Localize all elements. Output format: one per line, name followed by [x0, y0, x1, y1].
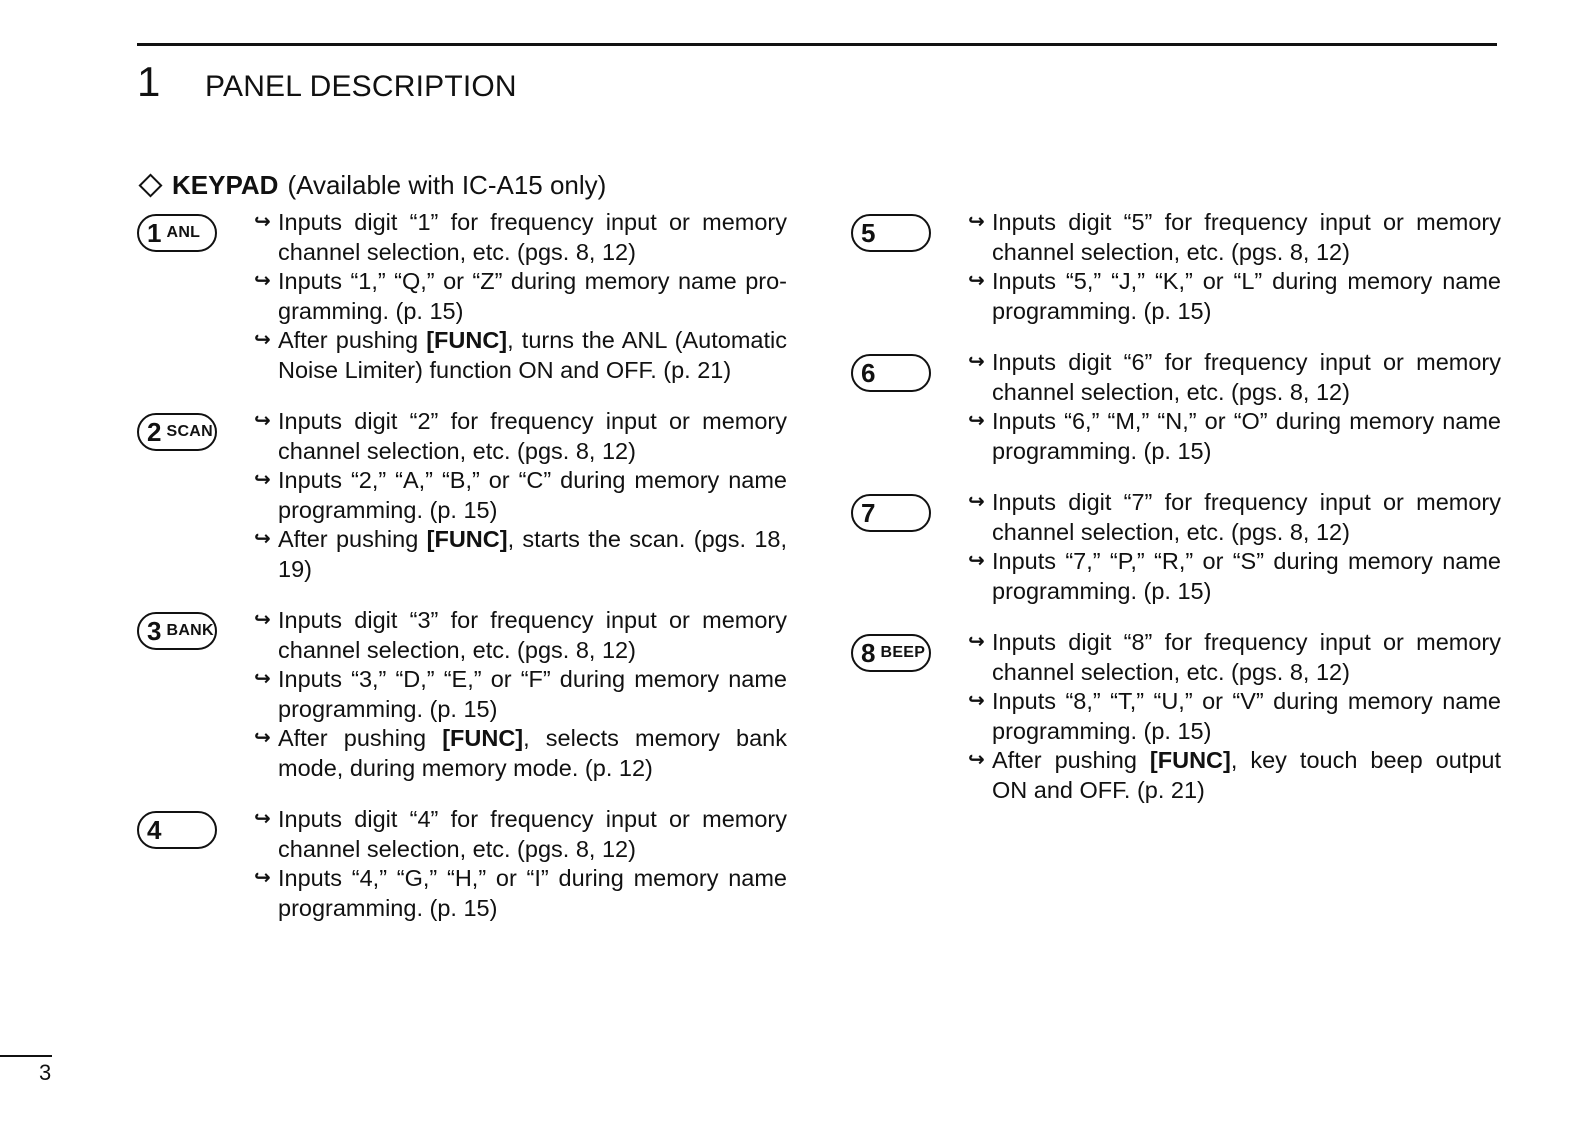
hook-arrow-icon: ↪	[254, 211, 271, 233]
func-key-label: [FUNC]	[426, 526, 508, 552]
page-number: 3	[39, 1060, 52, 1085]
item-text: Inputs “5,” “J,” “K,” or “L” during memory name programming. (p. 15)	[992, 268, 1501, 324]
key-digit: 8	[861, 638, 876, 668]
hook-arrow-icon: ↪	[254, 329, 271, 351]
func-key-label: [FUNC]	[1149, 747, 1231, 773]
right-column	[851, 208, 1501, 805]
hook-arrow-icon: ↪	[254, 727, 271, 749]
description-item	[254, 525, 787, 584]
item-text-post: , selects memory bank mode, during memory mode. (p. 12)	[278, 725, 787, 781]
item-text: Inputs “7,” “P,” “R,” or “S” during memory name programming. (p. 15)	[992, 548, 1501, 604]
hook-arrow-icon: ↪	[968, 749, 985, 771]
func-key-label: [FUNC]	[426, 327, 508, 353]
item-text-pre: After pushing	[278, 526, 427, 552]
top-rule	[137, 43, 1497, 46]
item-text: Inputs “1,” “Q,” or “Z” during memory name pro-gramming. (p. 15)	[278, 268, 787, 324]
key-entry	[137, 805, 787, 923]
hook-arrow-icon: ↪	[968, 550, 985, 572]
hook-arrow-icon: ↪	[968, 631, 985, 653]
chapter-number: 1	[137, 58, 161, 105]
hook-arrow-icon: ↪	[254, 668, 271, 690]
key-digit: 6	[861, 358, 876, 388]
description-item	[254, 267, 787, 326]
item-text: Inputs “4,” “G,” “H,” or “I” during memory name programming. (p. 15)	[278, 865, 787, 921]
key-digit: 5	[861, 218, 876, 248]
description-item	[968, 628, 1501, 687]
key-6-icon	[851, 354, 931, 392]
description-item	[968, 208, 1501, 267]
item-text-pre: After pushing	[992, 747, 1150, 773]
func-key-label: [FUNC]	[442, 725, 524, 751]
item-text-pre: After pushing	[278, 725, 443, 751]
description-item	[254, 665, 787, 724]
hook-arrow-icon: ↪	[254, 867, 271, 889]
description-item	[968, 348, 1501, 407]
item-text: Inputs digit “7” for frequency input or memory channel selection, etc. (pgs. 8, 12)	[992, 489, 1501, 545]
key-digit: 2	[147, 417, 162, 447]
description-item	[254, 407, 787, 466]
key-sub-label: BANK	[166, 622, 214, 639]
item-text: Inputs digit “1” for frequency input or memory channel selection, etc. (pgs. 8, 12)	[278, 209, 787, 265]
description-item	[254, 208, 787, 267]
key-entry	[137, 407, 787, 584]
left-column	[137, 208, 787, 923]
hook-arrow-icon: ↪	[254, 808, 271, 830]
key-digit: 3	[147, 616, 162, 646]
item-text: Inputs digit “8” for frequency input or memory channel selection, etc. (pgs. 8, 12)	[992, 629, 1501, 685]
description-item	[968, 267, 1501, 326]
hook-arrow-icon: ↪	[968, 211, 985, 233]
description-item	[968, 488, 1501, 547]
key-entry	[851, 488, 1501, 606]
hook-arrow-icon: ↪	[968, 410, 985, 432]
description-item	[254, 805, 787, 864]
key-7-icon	[851, 494, 931, 532]
item-text: Inputs “2,” “A,” “B,” or “C” during memory name programming. (p. 15)	[278, 467, 787, 523]
key-entry	[851, 628, 1501, 805]
key-digit: 1	[147, 218, 162, 248]
description-item	[968, 687, 1501, 746]
item-text: Inputs digit “6” for frequency input or memory channel selection, etc. (pgs. 8, 12)	[992, 349, 1501, 405]
chapter-header	[137, 58, 517, 106]
item-text-post: , starts the scan. (pgs. 18, 19)	[278, 526, 787, 582]
key-entry	[851, 208, 1501, 326]
key-4-icon	[137, 811, 217, 849]
key-5-icon	[851, 214, 931, 252]
item-text: Inputs “8,” “T,” “U,” or “V” during memory name programming. (p. 15)	[992, 688, 1501, 744]
hook-arrow-icon: ↪	[968, 690, 985, 712]
description-item	[254, 864, 787, 923]
diamond-icon	[138, 173, 162, 197]
key-8-icon	[851, 634, 931, 672]
item-text: Inputs “3,” “D,” “E,” or “F” during memory name programming. (p. 15)	[278, 666, 787, 722]
section-keyword: KEYPAD	[172, 170, 279, 200]
description-item	[968, 547, 1501, 606]
key-digit: 4	[147, 815, 162, 845]
key-digit: 7	[861, 498, 876, 528]
item-text-post: , key touch beep output ON and OFF. (p. 21)	[992, 747, 1501, 803]
key-2-icon	[137, 413, 217, 451]
key-3-icon	[137, 612, 217, 650]
hook-arrow-icon: ↪	[254, 609, 271, 631]
hook-arrow-icon: ↪	[968, 491, 985, 513]
item-text: Inputs digit “2” for frequency input or memory channel selection, etc. (pgs. 8, 12)	[278, 408, 787, 464]
item-text: Inputs digit “5” for frequency input or memory channel selection, etc. (pgs. 8, 12)	[992, 209, 1501, 265]
description-item	[254, 724, 787, 783]
description-item	[254, 606, 787, 665]
section-subtitle: (Available with IC-A15 only)	[287, 170, 607, 200]
item-text-post: , turns the ANL (Automatic Noise Limiter) function ON and OFF. (p. 21)	[278, 327, 787, 383]
hook-arrow-icon: ↪	[254, 410, 271, 432]
hook-arrow-icon: ↪	[254, 270, 271, 292]
hook-arrow-icon: ↪	[968, 351, 985, 373]
item-text: Inputs digit “3” for frequency input or memory channel selection, etc. (pgs. 8, 12)	[278, 607, 787, 663]
hook-arrow-icon: ↪	[968, 270, 985, 292]
key-sub-label: ANL	[166, 224, 201, 241]
description-item	[968, 407, 1501, 466]
key-entry	[137, 208, 787, 385]
description-item	[254, 326, 787, 385]
item-text: Inputs “6,” “M,” “N,” or “O” during memory name programming. (p. 15)	[992, 408, 1501, 464]
description-item	[968, 746, 1501, 805]
item-text-pre: After pushing	[278, 327, 427, 353]
key-1-icon	[137, 214, 217, 252]
chapter-title: PANEL DESCRIPTION	[205, 70, 517, 103]
key-entry	[851, 348, 1501, 466]
page-number-rule	[0, 1055, 52, 1057]
hook-arrow-icon: ↪	[254, 469, 271, 491]
key-sub-label: BEEP	[880, 644, 926, 661]
key-sub-label: SCAN	[166, 423, 214, 440]
item-text: Inputs digit “4” for frequency input or memory channel selection, etc. (pgs. 8, 12)	[278, 806, 787, 862]
description-item	[254, 466, 787, 525]
section-heading	[137, 170, 606, 201]
hook-arrow-icon: ↪	[254, 528, 271, 550]
key-entry	[137, 606, 787, 783]
